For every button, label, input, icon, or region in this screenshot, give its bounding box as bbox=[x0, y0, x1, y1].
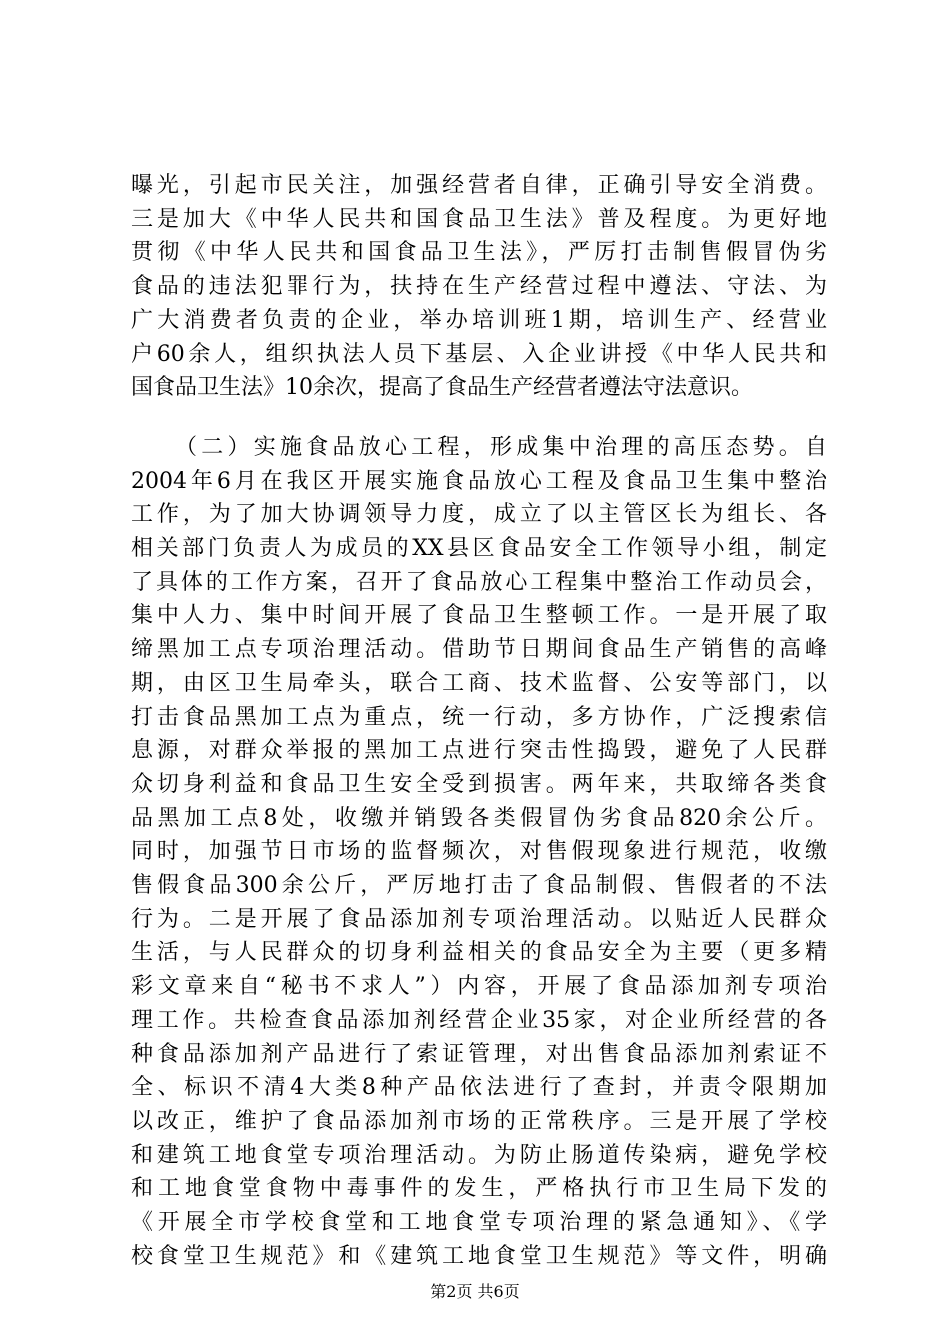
text-line: 校食堂卫生规范》和《建筑工地食堂卫生规范》等文件，明确 bbox=[131, 1243, 827, 1269]
text-line: 全、标识不清4大类8种产品依法进行了查封，并责令限期加 bbox=[131, 1075, 827, 1101]
text-line: 行为。二是开展了食品添加剂专项治理活动。以贴近人民群众 bbox=[131, 906, 827, 932]
text-line: 售假食品300余公斤，严厉地打击了食品制假、售假者的不法 bbox=[131, 873, 827, 898]
text-line: 相关部门负责人为成员的XX县区食品安全工作领导小组，制定 bbox=[131, 536, 827, 561]
text-line: 息源，对群众举报的黑加工点进行突击性捣毁，避免了人民群 bbox=[131, 738, 827, 764]
text-line: 种食品添加剂产品进行了索证管理，对出售食品添加剂索证不 bbox=[131, 1041, 827, 1067]
text-line: 户60余人，组织执法人员下基层、入企业讲授《中华人民共和 bbox=[131, 341, 827, 367]
text-line: 2004年6月在我区开展实施食品放心工程及食品卫生集中整治 bbox=[131, 468, 827, 494]
text-line: 广大消费者负责的企业，举办培训班1期，培训生产、经营业 bbox=[131, 307, 827, 333]
text-line: 《开展全市学校食堂和工地食堂专项治理的紧急通知》、《学 bbox=[131, 1210, 827, 1235]
text-line: 以改正，维护了食品添加剂市场的正常秩序。三是开展了学校 bbox=[131, 1108, 827, 1134]
text-line: 食品的违法犯罪行为，扶持在生产经营过程中遵法、守法、为 bbox=[131, 274, 827, 300]
text-line: 三是加大《中华人民共和国食品卫生法》普及程度。为更好地 bbox=[131, 206, 827, 232]
text-line: 缔黑加工点专项治理活动。借助节日期间食品生产销售的高峰 bbox=[131, 637, 827, 663]
page-footer: 第2页 共6页 bbox=[430, 1282, 520, 1301]
text-line: 了具体的工作方案，召开了食品放心工程集中整治工作动员会， bbox=[131, 569, 827, 595]
text-line: 理工作。共检查食品添加剂经营企业35家，对企业所经营的各 bbox=[131, 1007, 827, 1033]
text-line: 生活，与人民群众的切身利益相关的食品安全为主要（更多精 bbox=[131, 940, 827, 966]
text-line: 彩文章来自“秘书不求人”）内容，开展了食品添加剂专项治 bbox=[131, 974, 827, 1000]
text-line: 打击食品黑加工点为重点，统一行动，多方协作，广泛搜索信 bbox=[131, 704, 827, 730]
text-line: 同时，加强节日市场的监督频次，对售假现象进行规范，收缴 bbox=[131, 839, 827, 865]
text-line: 品黑加工点8处，收缴并销毁各类假冒伪劣食品820余公斤。 bbox=[131, 805, 827, 831]
text-line: （二）实施食品放心工程，形成集中治理的高压态势。自 bbox=[175, 434, 827, 460]
text-line: 和工地食堂食物中毒事件的发生，严格执行市卫生局下发的 bbox=[131, 1176, 827, 1202]
text-line: 贯彻《中华人民共和国食品卫生法》，严厉打击制售假冒伪劣 bbox=[131, 240, 827, 266]
text-line: 集中人力、集中时间开展了食品卫生整顿工作。一是开展了取 bbox=[131, 603, 827, 629]
text-line: 工作，为了加大协调领导力度，成立了以主管区长为组长、各 bbox=[131, 502, 827, 528]
text-line: 众切身利益和食品卫生安全受到损害。两年来，共取缔各类食 bbox=[131, 771, 827, 797]
text-line: 曝光，引起市民关注，加强经营者自律，正确引导安全消费。 bbox=[131, 173, 827, 198]
text-line: 期，由区卫生局牵头，联合工商、技术监督、公安等部门，以 bbox=[131, 670, 827, 696]
text-line: 国食品卫生法》10余次，提高了食品生产经营者遵法守法意识。 bbox=[131, 375, 753, 401]
text-line: 和建筑工地食堂专项治理活动。为防止肠道传染病，避免学校 bbox=[131, 1142, 827, 1168]
